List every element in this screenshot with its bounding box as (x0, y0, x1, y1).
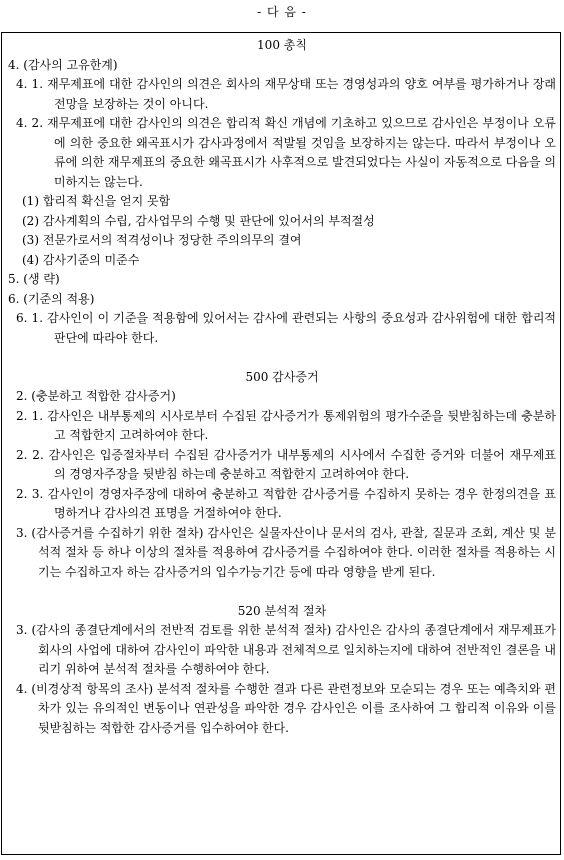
list-item-1: (1) 합리적 확신을 얻지 못함 (22, 194, 171, 208)
paragraph-100-4-1: 4. 1. 재무제표에 대한 감사인의 의견은 회사의 재무상태 또는 경영성과의 양호 여부를 평가하거나 장래 전망을 보장하는 것이 아니다. (16, 77, 556, 111)
section-title-520: 520 분석적 절차 (237, 603, 327, 618)
paragraph-100-4-2: 4. 2. 재무제표에 대한 감사인의 의견은 합리적 확신 개념에 기초하고 있으므로 감사인은 부정이나 오류에 의한 중요한 왜곡표시가 감사과정에서 적발될 것임을 보장하지는 않는다. 따라서 부정이나 오류에 의한 재무제표의 중요한 왜곡표시가 사후적으로 발견되었다는 사실이 자동적으로 다음을 의미하지는 않는다. (16, 116, 556, 189)
paragraph-500-2-2: 2. 2. 감사인은 입증절차부터 수집된 감사증거가 내부통제의 시사에서 수집한 증거와 더불어 재무제표의 경영자주장을 뒷받침 하는데 충분하고 적합한지 고려하여야 한다. (16, 447, 556, 481)
page-header: - 다 음 - (257, 5, 307, 19)
heading-100-4: 4. (감사의 고유한계) (8, 57, 118, 72)
heading-100-5: 5. (생 략) (8, 272, 60, 286)
paragraph-100-6-1: 6. 1. 감사인이 이 기준을 적용함에 있어서는 감사에 관련되는 사항의 중요성과 감사위험에 대한 합리적 판단에 따라야 한다. (16, 311, 556, 345)
section-title-100: 100 총칙 (257, 38, 307, 52)
paragraph-520-4: 4. (비경상적 항목의 조사) 분석적 절차를 수행한 결과 다른 관련정보와 모순되는 경우 또는 예측치와 편차가 있는 유의적인 변동이나 연관성을 파악한 경우 감사인은 이를 조사하여 그 합리적 이유와 이를 뒷받침하는 적합한 감사증거를 입수하여야 한다. (16, 681, 556, 735)
list-item-4: (4) 감사기준의 미준수 (22, 252, 140, 267)
paragraph-500-3: 3. (감사증거를 수집하기 위한 절차) 감사인은 실물자산이나 문서의 검사, 관찰, 질문과 조회, 계산 및 분석적 절차 등 하나 이상의 절차를 적용하여 감사증거를 수집하여야 한다. 이러한 절차를 적용하는 시기는 수집하고자 하는 감사증거의 입수가능기간 등에 따라 영향을 받게 된다. (16, 525, 556, 579)
list-item-2: (2) 감사계획의 수립, 감사업무의 수행 및 판단에 있어서의 부적절성 (22, 213, 375, 228)
heading-100-6: 6. (기준의 적용) (8, 291, 95, 306)
paragraph-500-2-1: 2. 1. 감사인은 내부통제의 시사로부터 수집된 감사증거가 통제위험의 평가수준을 뒷받침하는데 충분하고 적합한지 고려하여야 한다. (16, 408, 556, 442)
section-title-500: 500 감사증거 (245, 369, 319, 384)
list-item-3: (3) 전문가로서의 적격성이나 정당한 주의의무의 결여 (22, 233, 302, 247)
standards-box (1, 32, 561, 855)
paragraph-520-3: 3. (감사의 종결단계에서의 전반적 검토를 위한 분석적 절차) 감사인은 감사의 종결단계에서 재무제표가 회사의 사업에 대하여 감사인이 파악한 내용과 전체적으로 일치하는지에 대하여 전반적인 결론을 내리기 위하여 분석적 절차를 수행하여야 한다. (16, 623, 556, 676)
section-gap (8, 348, 556, 368)
section-gap (8, 582, 556, 602)
heading-500-2: 2. (충분하고 적합한 감사증거) (16, 389, 176, 403)
paragraph-500-2-3: 2. 3. 감사인이 경영자주장에 대하여 충분하고 적합한 감사증거를 수집하지 못하는 경우 한정의견을 표명하거나 감사의견 표명을 거절하여야 한다. (16, 486, 556, 520)
